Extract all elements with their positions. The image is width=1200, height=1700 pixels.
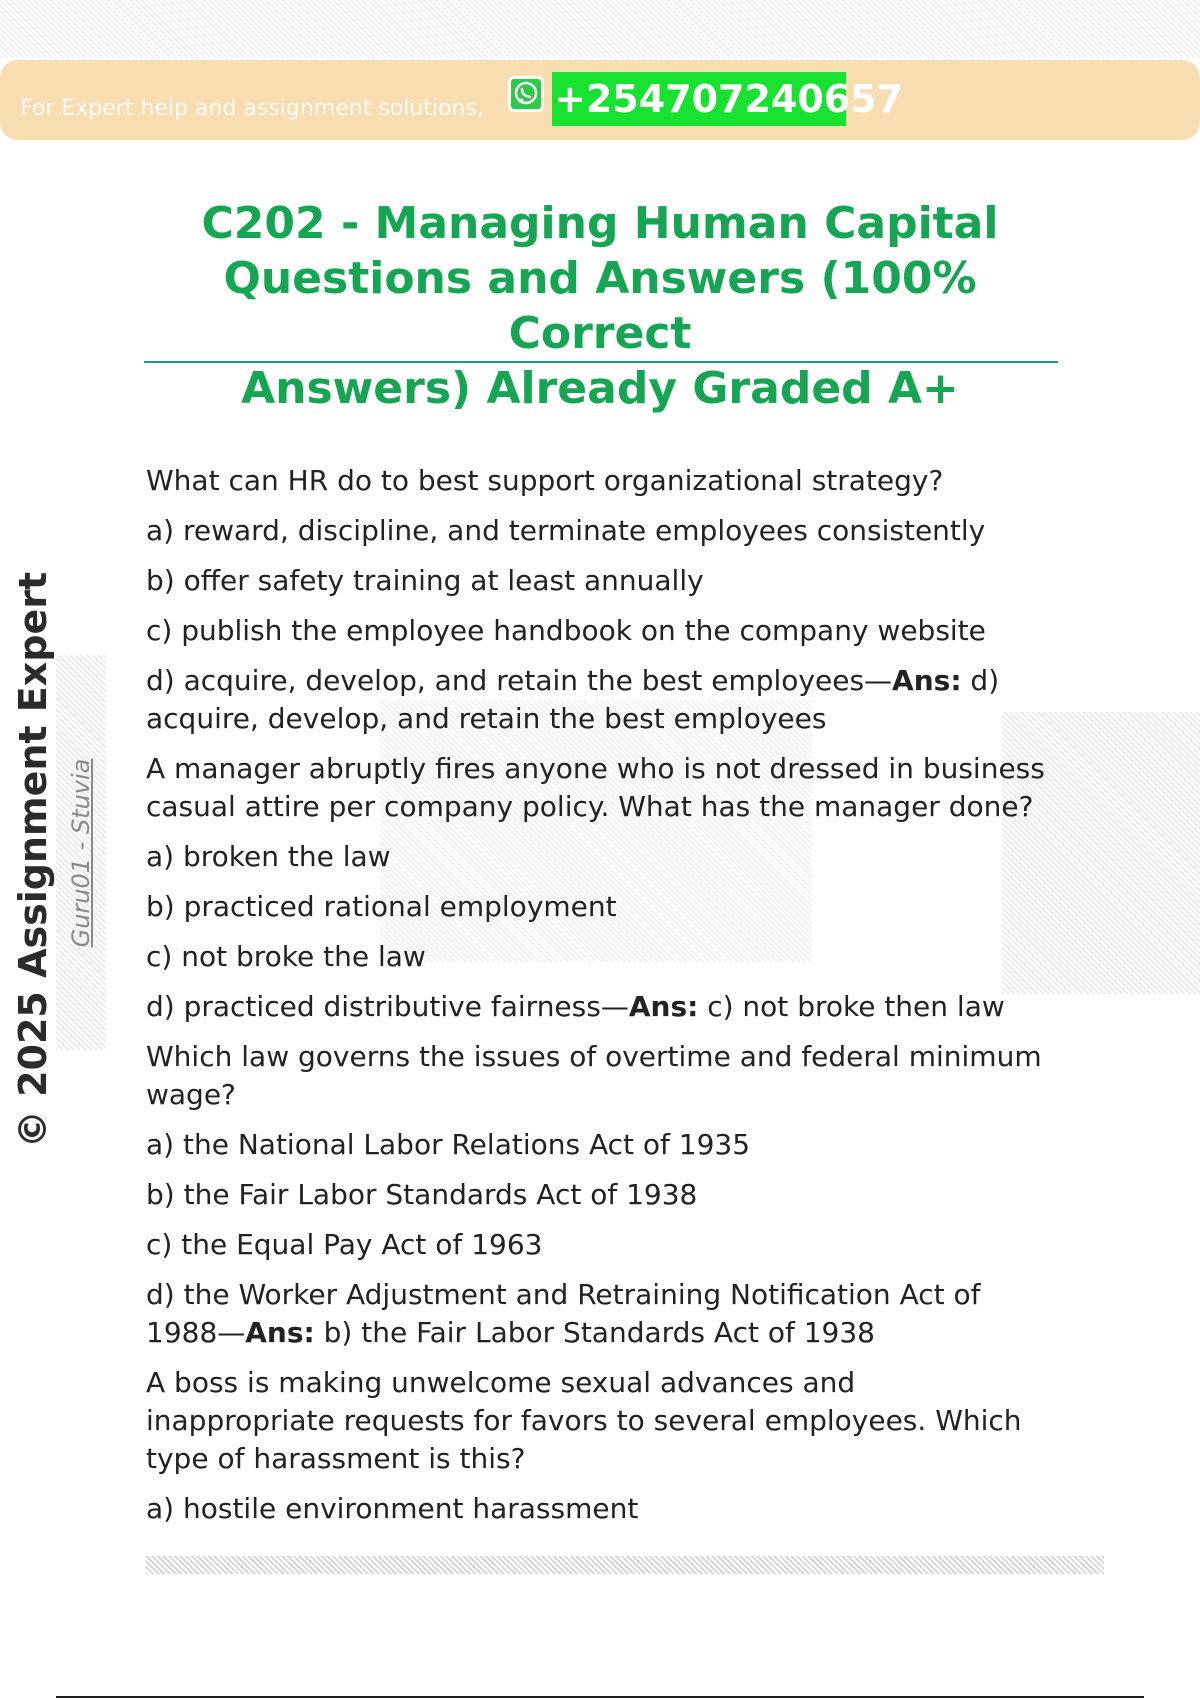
qa-content	[146, 462, 1046, 1540]
option: c) not broke the law	[146, 940, 426, 973]
option: b) practiced rational employment	[146, 890, 617, 923]
option: d) practiced distributive fairness—	[146, 990, 629, 1023]
question: A manager abruptly fires anyone who is not dressed in business casual attire per company policy. What has the manager done?	[146, 752, 1045, 823]
stuvia-watermark-text: Guru01 - Stuvia	[67, 758, 95, 947]
title-underline	[144, 361, 1058, 363]
option: a) broken the law	[146, 840, 391, 873]
option: c) the Equal Pay Act of 1963	[146, 1228, 543, 1261]
banner-text: For Expert help and assignment solutions,	[20, 96, 484, 121]
title-line-2: Questions and Answers (100% Correct	[223, 253, 977, 359]
answer-label: Ans:	[892, 664, 962, 697]
side-watermark-text: © 2025 Assignment Expert	[11, 571, 55, 1149]
footer-rule	[56, 1696, 1144, 1698]
side-watermark	[8, 571, 58, 1149]
phone-number: +254707240657	[552, 72, 846, 126]
title-line-1: C202 - Managing Human Capital	[201, 198, 999, 249]
answer: c) not broke then law	[698, 990, 1005, 1023]
answer-label: Ans:	[628, 990, 699, 1023]
option: b) offer safety training at least annually	[146, 564, 704, 597]
question: What can HR do to best support organizational strategy?	[146, 464, 944, 497]
top-texture	[0, 0, 1200, 58]
option: c) publish the employee handbook on the company website	[146, 614, 986, 647]
answer: b) the Fair Labor Standards Act of 1938	[314, 1316, 875, 1349]
option: a) the National Labor Relations Act of 1935	[146, 1128, 751, 1161]
bottom-texture	[146, 1556, 1104, 1574]
option: a) hostile environment harassment	[146, 1492, 639, 1525]
document-title	[140, 196, 1060, 416]
question: Which law governs the issues of overtime and federal minimum wage?	[146, 1040, 1042, 1111]
option: d) the Worker Adjustment and Retraining Notification Act of 1988—	[146, 1278, 981, 1349]
option-with-answer	[146, 988, 1046, 1026]
question: A boss is making unwelcome sexual advances and inappropriate requests for favors to several employees. Which type of harassment is this?	[146, 1366, 1022, 1475]
title-line-3: Answers) Already Graded A+	[241, 363, 959, 414]
option: d) acquire, develop, and retain the best employees—	[146, 664, 893, 697]
whatsapp-icon	[508, 76, 544, 112]
option-with-answer	[146, 662, 1046, 738]
option: a) reward, discipline, and terminate employees consistently	[146, 514, 986, 547]
answer-label: Ans:	[245, 1316, 315, 1349]
option-with-answer	[146, 1276, 1046, 1352]
stuvia-watermark	[56, 655, 106, 1050]
option: b) the Fair Labor Standards Act of 1938	[146, 1178, 698, 1211]
answer: d) acquire, develop, and retain the best employees	[146, 664, 1000, 735]
